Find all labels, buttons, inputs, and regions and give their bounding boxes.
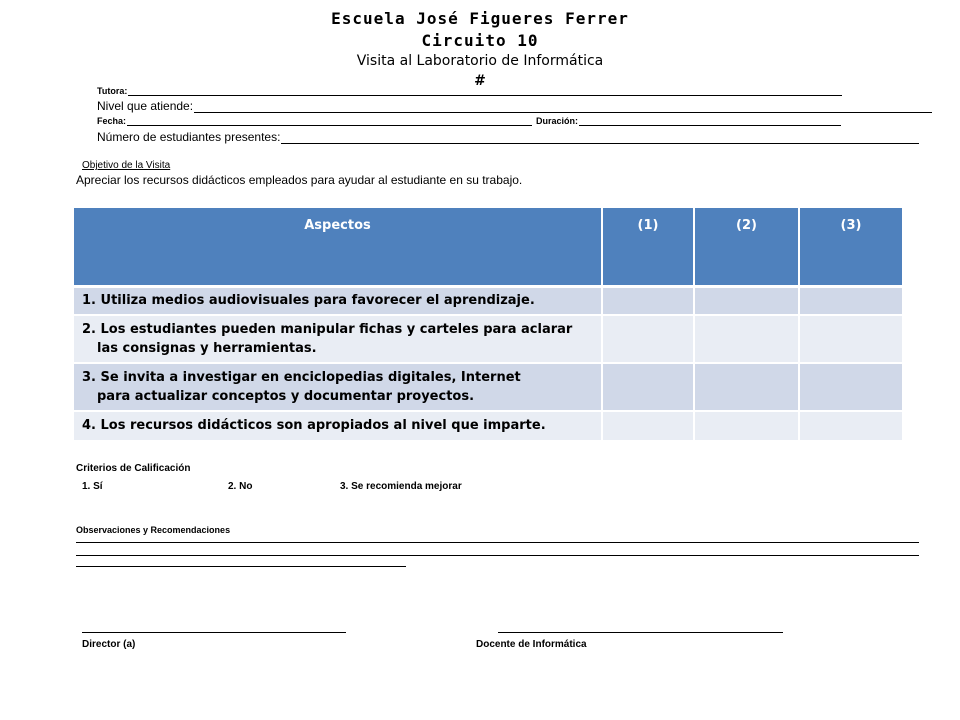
director-signature-line[interactable]	[82, 632, 346, 633]
rating-cell[interactable]	[602, 363, 694, 411]
circuit-title: Circuito 10	[421, 31, 539, 50]
aspect-cell	[73, 315, 602, 363]
level-label: Nivel que atiende:	[97, 99, 194, 113]
observations-line[interactable]	[76, 555, 919, 556]
table-row	[73, 411, 903, 441]
aspect-text: 4. Los recursos didácticos son apropiados al nivel que imparte.	[82, 418, 546, 433]
tutor-label: Tutora:	[97, 86, 128, 96]
duration-label: Duración:	[536, 116, 579, 126]
observations-line[interactable]	[76, 542, 919, 543]
students-label: Número de estudiantes presentes:	[97, 130, 281, 144]
rating-cell[interactable]	[799, 411, 903, 441]
header-col-2: (2)	[694, 208, 799, 287]
teacher-signature-line[interactable]	[498, 632, 783, 633]
teacher-label: Docente de Informática	[476, 639, 587, 650]
aspect-text-continued: las consignas y herramientas.	[97, 340, 317, 356]
table-header-row	[73, 208, 903, 287]
table-row	[73, 363, 903, 411]
observations-line[interactable]	[76, 566, 406, 567]
rating-cell[interactable]	[799, 315, 903, 363]
observations-title: Observaciones y Recomendaciones	[76, 525, 231, 535]
rating-cell[interactable]	[602, 411, 694, 441]
rating-cell[interactable]	[602, 287, 694, 315]
table-row	[73, 315, 903, 363]
tutor-line	[128, 86, 842, 96]
criteria-title: Criterios de Calificación	[76, 463, 191, 474]
aspect-cell	[73, 287, 602, 315]
level-field[interactable]	[97, 99, 932, 113]
students-field[interactable]	[97, 130, 919, 144]
table-row	[73, 287, 903, 315]
objective-text: Apreciar los recursos didácticos empleados para ayudar al estudiante en su trabajo.	[76, 173, 523, 187]
rating-cell[interactable]	[694, 411, 799, 441]
date-field[interactable]	[97, 116, 532, 126]
header-aspects: Aspectos	[73, 208, 602, 287]
aspect-text: 2. Los estudiantes pueden manipular fichas y carteles para aclarar	[82, 321, 573, 337]
tutor-field[interactable]	[97, 86, 842, 96]
date-line	[127, 116, 532, 126]
rating-cell[interactable]	[602, 315, 694, 363]
duration-line	[579, 116, 841, 126]
header-col-3: (3)	[799, 208, 903, 287]
rating-cell[interactable]	[799, 287, 903, 315]
criteria-item-no: 2. No	[228, 481, 253, 492]
aspect-text: 1. Utiliza medios audiovisuales para favorecer el aprendizaje.	[82, 293, 535, 309]
header-col-1: (1)	[602, 208, 694, 287]
aspect-cell	[73, 411, 602, 441]
visit-title: Visita al Laboratorio de Informática	[356, 53, 604, 69]
duration-field[interactable]	[536, 116, 841, 126]
students-line	[281, 134, 919, 144]
aspect-text: 3. Se invita a investigar en enciclopedias digitales, Internet	[82, 369, 521, 385]
rating-cell[interactable]	[694, 287, 799, 315]
objective-label: Objetivo de la Visita	[82, 160, 171, 171]
rating-cell[interactable]	[694, 363, 799, 411]
aspects-table	[72, 208, 904, 442]
form-number: #	[474, 73, 486, 89]
criteria-item-improve: 3. Se recomienda mejorar	[340, 481, 462, 492]
rating-cell[interactable]	[799, 363, 903, 411]
rating-cell[interactable]	[694, 315, 799, 363]
director-label: Director (a)	[82, 639, 136, 650]
level-line	[194, 103, 932, 113]
aspect-text-continued: para actualizar conceptos y documentar proyectos.	[97, 388, 475, 404]
school-title: Escuela José Figueres Ferrer	[331, 9, 629, 28]
date-label: Fecha:	[97, 116, 127, 126]
aspect-cell	[73, 363, 602, 411]
criteria-item-yes: 1. Sí	[82, 481, 103, 492]
